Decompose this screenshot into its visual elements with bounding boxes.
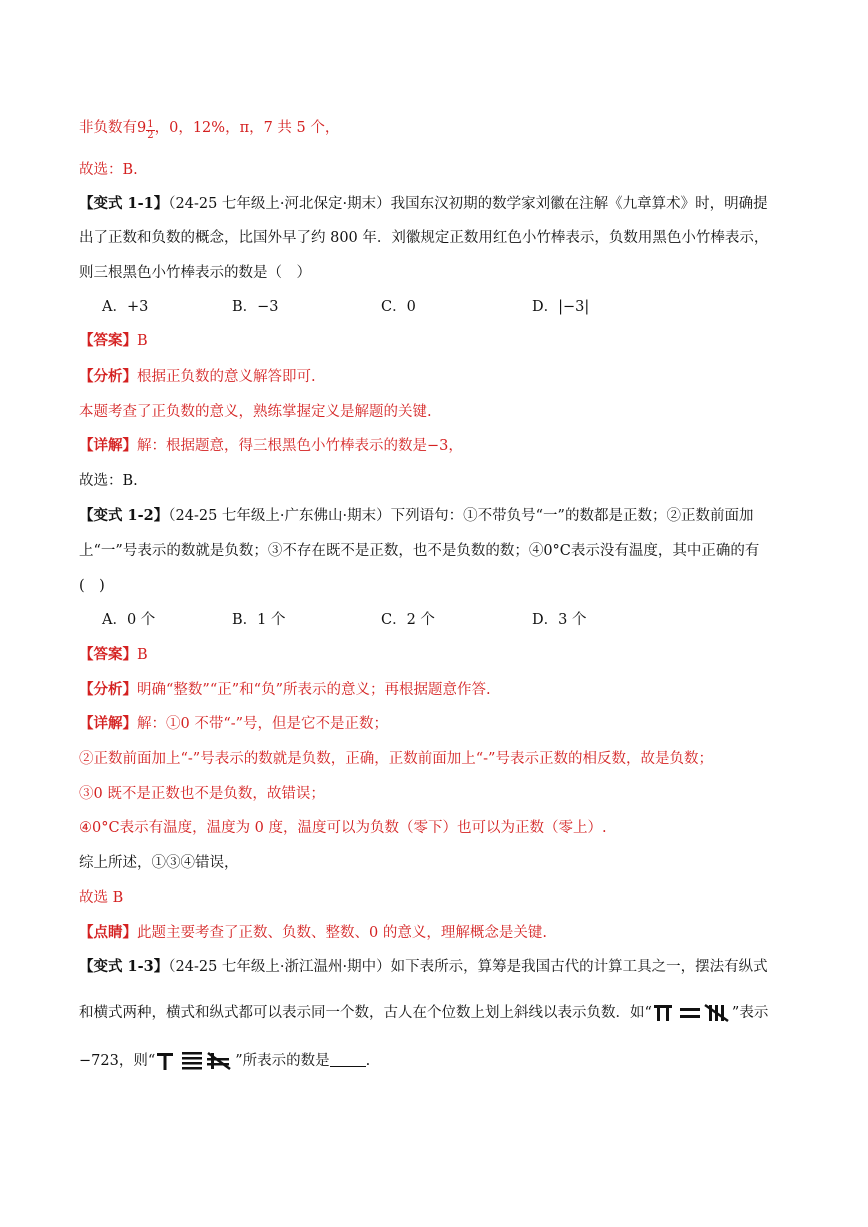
- detail-line: 【详解】解：根据题意，得三根黑色小竹棒表示的数是−3，: [79, 437, 463, 454]
- variant-1-2-line-1: 【变式 1-2】（24-25 七年级上·广东佛山·期末）下列语句：①不带负号“一”的数都是正数；②正数前面加: [79, 507, 754, 524]
- option-a: A．+3: [102, 299, 149, 315]
- choose-line: 故选：B.: [79, 162, 138, 178]
- variant-label: 【变式 1-3】: [79, 958, 169, 975]
- comment-line: 【点睛】此题主要考查了正数、负数、整数、0 的意义，理解概念是关键.: [79, 924, 547, 941]
- variant-1-3-line-1: 【变式 1-3】（24-25 七年级上·浙江温州·期中）如下表所示，算筹是我国古代的计算工具之一，摆法有纵式: [79, 958, 768, 975]
- variant-label: 【变式 1-2】: [79, 507, 169, 524]
- answer-line: 【答案】B: [79, 332, 148, 349]
- choose-line: 故选 B: [79, 890, 124, 906]
- fraction-one-half: $\frac{1}{2}$: [147, 119, 154, 141]
- variant-1-2-line-3: ( ): [79, 578, 105, 594]
- counting-rods-image: [155, 1050, 235, 1072]
- option-b: B．1 个: [232, 612, 286, 628]
- detail-line: 【详解】解：①0 不带“-”号，但是它不是正数；: [79, 715, 389, 732]
- nonnegative-list: 非负数有9 $\frac{1}{2}$ ，0，12%，π，7 共 5 个，: [79, 119, 340, 141]
- variant-1-1-line-2: 出了正数和负数的概念，比国外早了约 800 年．刘徽规定正数用红色小竹棒表示，负数用黑色小竹棒表示，: [79, 230, 769, 246]
- variant-1-1-line-1: 【变式 1-1】（24-25 七年级上·河北保定·期末）我国东汉初期的数学家刘徽在注解《九章算术》时，明确提: [79, 195, 768, 212]
- option-c: C．0: [381, 299, 416, 315]
- variant-1-1-line-3: 则三根黑色小竹棒表示的数是（ ）: [79, 265, 311, 281]
- answer-line: 【答案】B: [79, 646, 148, 663]
- analysis-line: 【分析】根据正负数的意义解答即可.: [79, 368, 316, 385]
- variant-label: 【变式 1-1】: [79, 195, 169, 212]
- detail-line-4: ④0°C表示有温度，温度为 0 度，温度可以为负数（零下）也可以为正数（零上）.: [79, 820, 607, 836]
- variant-1-2-line-2: 上“一”号表示的数就是负数；③不存在既不是正数，也不是负数的数；④0°C表示没有温度，其中正确的有: [79, 543, 760, 559]
- variant-1-3-line-3: −723，则“ ”所表示的数是 .: [79, 1050, 370, 1072]
- option-c: C．2 个: [381, 612, 435, 628]
- option-a: A．0 个: [102, 612, 156, 628]
- note-line: 本题考查了正负数的意义，熟练掌握定义是解题的关键.: [79, 404, 432, 420]
- option-d: D．|−3|: [532, 299, 590, 315]
- summary-line: 综上所述，①③④错误，: [79, 855, 239, 871]
- option-b: B．−3: [232, 299, 279, 315]
- counting-rods-image: [652, 1002, 732, 1024]
- answer-blank: [330, 1052, 366, 1067]
- analysis-line: 【分析】明确“整数”“正”和“负”所表示的意义；再根据题意作答.: [79, 681, 491, 698]
- detail-line-2: ②正数前面加上“-”号表示的数就是负数，正确，正数前面加上“-”号表示正数的相反数，故是负数；: [79, 751, 713, 767]
- detail-line-3: ③0 既不是正数也不是负数，故错误；: [79, 786, 325, 802]
- option-d: D．3 个: [532, 612, 587, 628]
- variant-1-3-line-2: 和横式两种，横式和纵式都可以表示同一个数，古人在个位数上划上斜线以表示负数．如“ ”表示: [79, 1002, 768, 1024]
- choose-line: 故选：B.: [79, 473, 138, 489]
